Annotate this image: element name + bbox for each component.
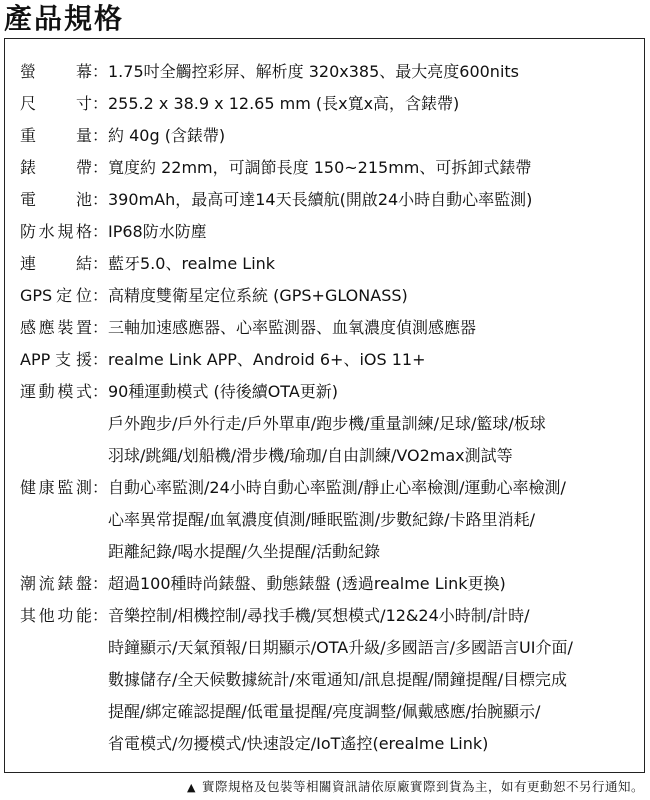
spec-row bbox=[20, 312, 573, 344]
spec-values bbox=[108, 568, 506, 600]
spec-label: 連 結 bbox=[20, 254, 92, 273]
spec-row bbox=[20, 280, 573, 312]
spec-values bbox=[108, 216, 207, 248]
spec-value-line: IP68防水防塵 bbox=[108, 222, 207, 241]
spec-value-line: 羽球/跳繩/划船機/滑步機/瑜珈/自由訓練/VO2max測試等 bbox=[108, 446, 513, 465]
spec-list bbox=[20, 56, 573, 760]
spec-value-line: 超過100種時尚錶盤、動態錶盤 (透過realme Link更換) bbox=[108, 574, 506, 593]
spec-label: 螢 幕 bbox=[20, 62, 92, 81]
spec-value-line: 戶外跑步/戶外行走/戶外單車/跑步機/重量訓練/足球/籃球/板球 bbox=[108, 414, 546, 433]
spec-values bbox=[108, 280, 408, 312]
spec-value-line: 1.75吋全觸控彩屏、解析度 320x385、最大亮度600nits bbox=[108, 62, 519, 81]
spec-label: 潮流錶盤 bbox=[20, 574, 92, 593]
spec-row bbox=[20, 56, 573, 88]
spec-values bbox=[108, 600, 573, 760]
spec-value-line: 省電模式/勿擾模式/快速設定/IoT遙控(erealme Link) bbox=[108, 734, 489, 753]
spec-row bbox=[20, 216, 573, 248]
spec-value-line: 數據儲存/全天候數據統計/來電通知/訊息提醒/鬧鐘提醒/目標完成 bbox=[108, 670, 567, 689]
spec-value-line: 三軸加速感應器、心率監測器、血氧濃度偵測感應器 bbox=[108, 318, 477, 337]
spec-label: 防水規格 bbox=[20, 222, 92, 241]
spec-label: 錶 帶 bbox=[20, 158, 92, 177]
spec-value-line: 提醒/綁定確認提醒/低電量提醒/亮度調整/佩戴感應/抬腕顯示/ bbox=[108, 702, 541, 721]
spec-label: 感應裝置 bbox=[20, 318, 92, 337]
spec-values bbox=[108, 184, 532, 216]
spec-value-line: 高精度雙衛星定位系統 (GPS+GLONASS) bbox=[108, 286, 408, 305]
spec-value-line: 寬度約 22mm，可調節長度 150~215mm、可拆卸式錶帶 bbox=[108, 158, 532, 177]
spec-row bbox=[20, 568, 573, 600]
spec-values bbox=[108, 88, 459, 120]
spec-label: GPS定位 bbox=[20, 286, 92, 305]
spec-colon: ： bbox=[92, 382, 109, 401]
spec-colon: ： bbox=[92, 254, 109, 273]
spec-colon: ： bbox=[92, 606, 109, 625]
spec-table bbox=[4, 38, 645, 773]
spec-row bbox=[20, 472, 573, 568]
spec-row bbox=[20, 344, 573, 376]
spec-values bbox=[108, 312, 476, 344]
spec-row bbox=[20, 152, 573, 184]
spec-value-line: 心率異常提醒/血氧濃度偵測/睡眠監測/步數紀錄/卡路里消耗/ bbox=[108, 510, 535, 529]
spec-colon: ： bbox=[92, 190, 109, 209]
spec-values bbox=[108, 344, 426, 376]
spec-label: 尺 寸 bbox=[20, 94, 92, 113]
spec-colon: ： bbox=[92, 318, 109, 337]
spec-label: 運動模式 bbox=[20, 382, 92, 401]
spec-row bbox=[20, 184, 573, 216]
spec-label: 重 量 bbox=[20, 126, 92, 145]
spec-colon: ： bbox=[92, 126, 109, 145]
spec-label: 其他功能 bbox=[20, 606, 92, 625]
spec-value-line: 距離紀錄/喝水提醒/久坐提醒/活動紀錄 bbox=[108, 542, 381, 561]
spec-colon: ： bbox=[92, 62, 109, 81]
spec-colon: ： bbox=[92, 94, 109, 113]
spec-row bbox=[20, 376, 573, 472]
spec-colon: ： bbox=[92, 478, 109, 497]
spec-colon: ： bbox=[92, 286, 109, 305]
spec-value-line: 255.2 x 38.9 x 12.65 mm (長x寬x高，含錶帶) bbox=[108, 94, 460, 113]
spec-value-line: realme Link APP、Android 6+、iOS 11+ bbox=[108, 350, 426, 369]
spec-colon: ： bbox=[92, 350, 109, 369]
page-title: 產品規格 bbox=[4, 2, 125, 35]
spec-colon: ： bbox=[92, 158, 109, 177]
spec-label: 健康監測 bbox=[20, 478, 92, 497]
spec-values bbox=[108, 56, 519, 88]
spec-row bbox=[20, 88, 573, 120]
footer-note bbox=[187, 778, 644, 797]
spec-values bbox=[108, 120, 225, 152]
spec-value-line: 時鐘顯示/天氣預報/日期顯示/OTA升級/多國語言/多國語言UI介面/ bbox=[108, 638, 573, 657]
spec-label: 電 池 bbox=[20, 190, 92, 209]
spec-value-line: 音樂控制/相機控制/尋找手機/冥想模式/12&24小時制/計時/ bbox=[108, 606, 530, 625]
triangle-icon: ▲ bbox=[187, 781, 196, 794]
spec-values bbox=[108, 152, 531, 184]
spec-label: APP支援 bbox=[20, 350, 92, 369]
spec-values bbox=[108, 376, 546, 472]
spec-row bbox=[20, 600, 573, 760]
spec-value-line: 藍牙5.0、realme Link bbox=[108, 254, 276, 273]
spec-colon: ： bbox=[92, 222, 109, 241]
spec-colon: ： bbox=[92, 574, 109, 593]
spec-value-line: 約 40g (含錶帶) bbox=[108, 126, 226, 145]
footer-text: 實際規格及包裝等相關資訊請依原廠實際到貨為主，如有更動恕不另行通知。 bbox=[201, 779, 644, 794]
spec-row bbox=[20, 120, 573, 152]
spec-value-line: 自動心率監測/24小時自動心率監測/靜止心率檢測/運動心率檢測/ bbox=[108, 478, 566, 497]
spec-value-line: 390mAh，最高可達14天長續航(開啟24小時自動心率監測) bbox=[108, 190, 533, 209]
spec-value-line: 90種運動模式 (待後續OTA更新) bbox=[108, 382, 339, 401]
spec-values bbox=[108, 472, 566, 568]
spec-row bbox=[20, 248, 573, 280]
spec-values bbox=[108, 248, 275, 280]
